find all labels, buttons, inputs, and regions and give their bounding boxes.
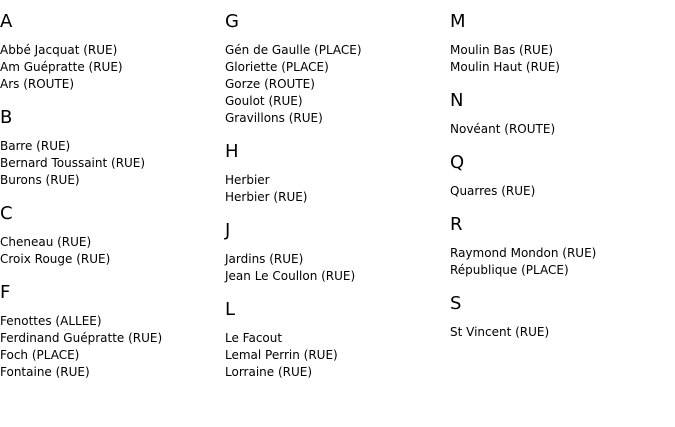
section-letter-heading: C <box>0 203 13 224</box>
section-letter-heading: H <box>225 141 239 162</box>
street-link[interactable]: Goulot (RUE) <box>225 94 303 108</box>
letter-section <box>450 76 675 138</box>
street-link[interactable]: Fenottes (ALLEE) <box>0 314 102 328</box>
street-link[interactable]: Barre (RUE) <box>0 139 71 153</box>
street-list <box>450 42 675 76</box>
street-link[interactable]: Ferdinand Guépratte (RUE) <box>0 331 163 345</box>
section-letter-heading: S <box>450 293 462 314</box>
street-link[interactable]: Herbier <box>225 173 270 187</box>
section-letter-heading: L <box>225 299 236 320</box>
street-list <box>450 324 675 341</box>
letter-section <box>225 127 450 206</box>
section-letter-heading: N <box>450 90 464 111</box>
street-link[interactable]: Lorraine (RUE) <box>225 365 313 379</box>
street-list <box>450 121 675 138</box>
section-letter-heading: A <box>0 11 13 32</box>
street-link[interactable]: Burons (RUE) <box>0 173 80 187</box>
section-letter-heading: Q <box>450 152 465 173</box>
street-list <box>225 251 450 285</box>
street-list <box>450 245 675 279</box>
street-index-column-2 <box>225 0 450 381</box>
section-letter-heading: F <box>0 282 11 303</box>
street-link[interactable]: Gloriette (PLACE) <box>225 60 329 74</box>
street-link[interactable]: Quarres (RUE) <box>450 184 536 198</box>
street-link[interactable]: Cheneau (RUE) <box>0 235 92 249</box>
letter-section <box>0 268 225 381</box>
street-link[interactable]: St Vincent (RUE) <box>450 325 550 339</box>
letter-section <box>0 93 225 189</box>
street-list <box>450 183 675 200</box>
section-letter-heading: R <box>450 214 463 235</box>
street-link[interactable]: Moulin Bas (RUE) <box>450 43 554 57</box>
street-link[interactable]: Croix Rouge (RUE) <box>0 252 111 266</box>
street-list <box>225 42 450 127</box>
section-letter-heading: M <box>450 11 466 32</box>
street-link[interactable]: Gravillons (RUE) <box>225 111 323 125</box>
street-list <box>0 138 225 189</box>
street-list <box>0 42 225 93</box>
street-link[interactable]: Jean Le Coullon (RUE) <box>225 269 356 283</box>
street-index-column-1 <box>0 0 225 381</box>
street-link[interactable]: Bernard Toussaint (RUE) <box>0 156 146 170</box>
section-letter-heading: G <box>225 11 239 32</box>
street-link[interactable]: Raymond Mondon (RUE) <box>450 246 597 260</box>
section-letter-heading: B <box>0 107 13 128</box>
street-list <box>0 313 225 381</box>
street-link[interactable]: Moulin Haut (RUE) <box>450 60 560 74</box>
letter-section <box>0 189 225 268</box>
street-link[interactable]: Foch (PLACE) <box>0 348 80 362</box>
street-link[interactable]: Abbé Jacquat (RUE) <box>0 43 118 57</box>
street-link[interactable]: Gén de Gaulle (PLACE) <box>225 43 362 57</box>
street-link[interactable]: Jardins (RUE) <box>225 252 304 266</box>
letter-section <box>225 285 450 381</box>
letter-section <box>450 138 675 200</box>
street-link[interactable]: Gorze (ROUTE) <box>225 77 315 91</box>
letter-section <box>225 206 450 285</box>
street-link[interactable]: Novéant (ROUTE) <box>450 122 556 136</box>
street-link[interactable]: République (PLACE) <box>450 263 569 277</box>
letter-section <box>450 279 675 341</box>
letter-section <box>450 0 675 76</box>
letter-section <box>450 200 675 279</box>
letter-section <box>225 0 450 127</box>
street-link[interactable]: Le Facout <box>225 331 283 345</box>
letter-section <box>0 0 225 93</box>
street-link[interactable]: Am Guépratte (RUE) <box>0 60 123 74</box>
street-list <box>225 330 450 381</box>
street-link[interactable]: Lemal Perrin (RUE) <box>225 348 338 362</box>
street-link[interactable]: Ars (ROUTE) <box>0 77 75 91</box>
street-link[interactable]: Herbier (RUE) <box>225 190 308 204</box>
street-list <box>0 234 225 268</box>
street-list <box>225 172 450 206</box>
section-letter-heading: J <box>225 220 231 241</box>
street-index-column-3 <box>450 0 675 341</box>
street-link[interactable]: Fontaine (RUE) <box>0 365 90 379</box>
